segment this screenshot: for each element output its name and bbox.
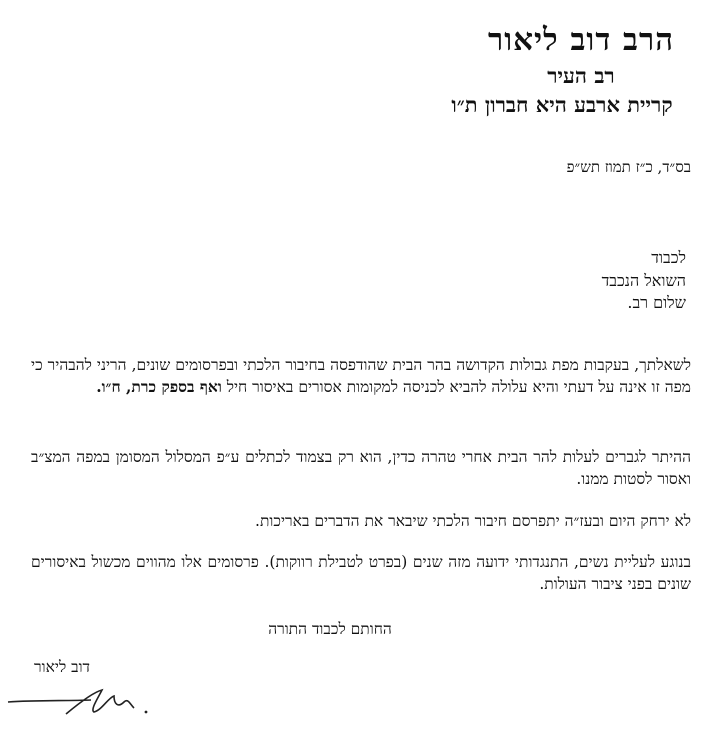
paragraph-1-text: לשאלתך, בעקבות מפת גבולות הקדושה בהר הבית שהודפסה בחיבור הלכתי ובפרסומים שונים, הריני להבהיר כי מפה זו אינה על דעתי והיא עלולה להביא לכניסה למקומות אסורים באיסור חיל xyxy=(31,356,691,396)
letter-date: בס״ד, כ״ז תמוז תש״פ xyxy=(566,158,691,176)
address-line-1: לכבוד xyxy=(651,248,686,267)
paragraph-2: ההיתר לגברים לעלות להר הבית אחרי טהרה כדין, הוא רק בצמוד לכתלים ע״פ המסלול המסומן במפה המצ״ב ואסור לסטות ממנו. xyxy=(31,448,691,488)
letterhead-city: קריית ארבע היא חברון ת״ו xyxy=(451,92,673,117)
letterhead-name: הרב דוב ליאור xyxy=(487,22,675,58)
address-line-2: השואל הנכבד xyxy=(601,271,686,290)
paragraph-1 xyxy=(31,354,691,398)
paragraph-4: בנוגע לעליית נשים, התנגדותי ידועה מזה שנים (בפרט לטבילת רווקות). פרסומים אלו מהווים מכשול באיסורים שונים בפני ציבור העולות. xyxy=(31,553,691,593)
address-line-3: שלום רב. xyxy=(627,293,686,312)
closing-line: החותם לכבוד התורה xyxy=(268,620,392,638)
handwritten-signature xyxy=(6,684,176,720)
signer-name: דוב ליאור xyxy=(34,658,91,676)
letterhead-title: רב העיר xyxy=(547,63,615,88)
paragraph-3: לא ירחק היום ובעז״ה יתפרסם חיבור הלכתי שיבאר את הדברים באריכות. xyxy=(255,512,691,530)
paragraph-1-bold-text: ואף בספק כרת, ח״ו. xyxy=(96,377,222,396)
